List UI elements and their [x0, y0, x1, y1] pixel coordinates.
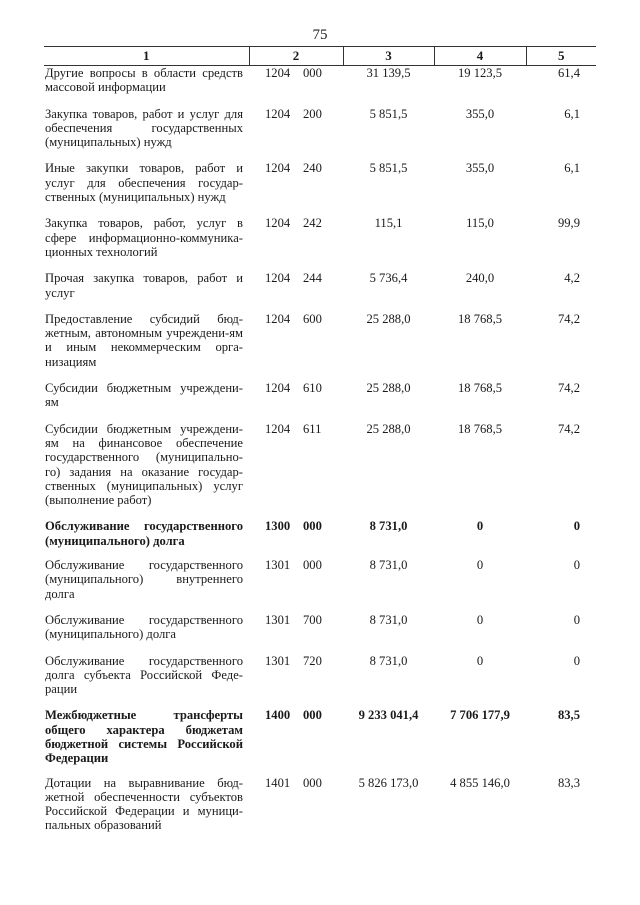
row-value-3: 5 826 173,0 [358, 775, 419, 790]
row-expense-code: 720 [303, 653, 322, 668]
row-value-4: 18 768,5 [457, 311, 503, 326]
row-code [249, 312, 343, 381]
row-value-3: 5 736,4 [369, 271, 408, 286]
row-expense-code: 610 [303, 381, 322, 396]
row-value-5: 99,9 [557, 216, 580, 231]
row-code [249, 708, 343, 775]
column-header-5: 5 [526, 47, 596, 66]
row-expense-code: 000 [303, 66, 322, 80]
table-row [44, 381, 596, 422]
row-code [249, 381, 343, 422]
column-header-3: 3 [343, 47, 434, 66]
row-code [249, 776, 343, 833]
row-value-4: 355,0 [465, 106, 495, 121]
row-name: Прочая закупка товаров, работ и услуг [45, 271, 243, 300]
table-row [44, 708, 596, 775]
row-name: Субсидии бюджетным учреждени-ям [45, 381, 243, 410]
row-value-4: 7 706 177,9 [450, 708, 510, 723]
row-value-3: 8 731,0 [369, 558, 408, 573]
header-row [44, 47, 596, 66]
row-name: Дотации на выравнивание бюд-жетной обеспеченности субъектов Российской Федерации и муници-пальных образований [45, 775, 243, 833]
row-expense-code: 244 [303, 271, 322, 286]
row-value-5: 74,2 [557, 421, 580, 436]
row-name: Обслуживание государственного (муниципального) внутреннего долга [45, 558, 243, 601]
row-code [249, 107, 343, 162]
row-code [249, 161, 343, 216]
row-value-5: 0 [573, 519, 580, 534]
page-number: 75 [312, 27, 328, 43]
row-value-5: 0 [573, 558, 580, 573]
row-value-3: 5 851,5 [369, 106, 408, 121]
row-section-code: 1204 [265, 381, 291, 396]
table-row [44, 216, 596, 271]
row-value-5: 0 [573, 612, 580, 627]
budget-table [44, 46, 596, 833]
row-expense-code: 000 [303, 558, 322, 573]
row-value-5: 74,2 [557, 311, 580, 326]
row-value-4: 4 855 146,0 [450, 775, 510, 790]
table-row [44, 422, 596, 520]
column-header-4: 4 [434, 47, 526, 66]
row-value-5: 83,5 [557, 708, 580, 723]
row-name: Предоставление субсидий бюд-жетным, автономным учреждени-ям и иным некоммерческим орга-низациям [45, 311, 243, 369]
row-value-4: 0 [476, 558, 484, 573]
row-value-4: 19 123,5 [457, 66, 503, 80]
row-section-code: 1301 [265, 612, 291, 627]
table-row [44, 271, 596, 312]
row-section-code: 1204 [265, 161, 291, 176]
row-section-code: 1204 [265, 106, 291, 121]
row-code [249, 216, 343, 271]
table-row [44, 161, 596, 216]
row-expense-code: 242 [303, 216, 322, 231]
row-value-3: 31 139,5 [366, 66, 411, 80]
row-name: Обслуживание государственного (муниципального) долга [45, 612, 243, 642]
row-value-4: 0 [476, 519, 484, 534]
row-expense-code: 240 [303, 161, 322, 176]
row-value-5: 6,1 [564, 106, 580, 121]
row-section-code: 1400 [265, 708, 291, 723]
row-value-3: 8 731,0 [369, 519, 408, 534]
row-expense-code: 000 [303, 708, 322, 723]
row-expense-code: 700 [303, 612, 322, 627]
row-value-4: 0 [476, 653, 484, 668]
row-section-code: 1301 [265, 558, 291, 573]
table-row [44, 613, 596, 654]
row-code [249, 654, 343, 709]
row-section-code: 1301 [265, 653, 291, 668]
row-value-3: 25 288,0 [366, 381, 411, 396]
row-section-code: 1204 [265, 216, 291, 231]
row-name: Обслуживание государственного долга субъекта Российской Феде-рации [45, 653, 243, 697]
row-code [249, 558, 343, 613]
table-row [44, 66, 596, 107]
row-name: Межбюджетные трансферты общего характера бюджетам бюджетной системы Российской Федерации [45, 708, 243, 766]
row-section-code: 1204 [265, 311, 291, 326]
row-value-4: 18 768,5 [457, 381, 503, 396]
row-value-3: 115,1 [374, 216, 403, 231]
table-row [44, 519, 596, 558]
row-value-4: 115,0 [466, 216, 494, 231]
row-code [249, 66, 343, 107]
row-value-4: 355,0 [465, 161, 495, 176]
row-section-code: 1401 [265, 775, 291, 790]
row-value-3: 5 851,5 [369, 161, 408, 176]
row-value-5: 6,1 [564, 161, 580, 176]
row-value-3: 25 288,0 [366, 421, 411, 436]
row-code [249, 613, 343, 654]
row-section-code: 1204 [265, 271, 291, 286]
column-header-1: 1 [44, 47, 249, 66]
row-value-3: 8 731,0 [369, 612, 408, 627]
row-value-4: 0 [476, 612, 484, 627]
row-expense-code: 200 [303, 106, 322, 121]
row-value-5: 74,2 [557, 381, 580, 396]
row-value-5: 83,3 [557, 775, 580, 790]
row-code [249, 519, 343, 558]
row-value-4: 240,0 [465, 271, 495, 286]
row-name: Обслуживание государственного (муниципального) долга [45, 519, 243, 548]
row-value-5: 4,2 [564, 271, 580, 286]
table-row [44, 776, 596, 833]
row-expense-code: 000 [303, 775, 322, 790]
row-section-code: 1204 [265, 66, 291, 80]
row-name: Закупка товаров, работ, услуг в сфере информационно-коммуника-ционных технологий [45, 216, 243, 259]
row-name: Другие вопросы в области средств массовой информации [45, 66, 243, 95]
row-code [249, 422, 343, 520]
row-value-4: 18 768,5 [457, 421, 503, 436]
table-row [44, 558, 596, 613]
row-code [249, 271, 343, 312]
row-name: Закупка товаров, работ и услуг для обеспечения государственных (муниципальных) нужд [45, 106, 243, 150]
row-expense-code: 000 [303, 519, 322, 534]
column-header-2: 2 [249, 47, 343, 66]
table-row [44, 654, 596, 709]
row-value-5: 61,4 [557, 66, 580, 80]
row-expense-code: 611 [303, 421, 322, 436]
row-section-code: 1204 [265, 421, 291, 436]
table-row [44, 107, 596, 162]
row-name: Субсидии бюджетным учреждени-ям на финансовое обеспечение государственного (муниципально-го) задания на оказание государ-ственных (муниципальных) услуг (выполнение работ) [45, 421, 243, 508]
row-value-3: 9 233 041,4 [358, 708, 419, 723]
row-value-3: 8 731,0 [369, 653, 408, 668]
table-body [44, 66, 596, 833]
row-section-code: 1300 [265, 519, 291, 534]
row-value-3: 25 288,0 [366, 311, 411, 326]
row-value-5: 0 [573, 653, 580, 668]
table-row [44, 312, 596, 381]
row-name: Иные закупки товаров, работ и услуг для обеспечения государ-ственных (муниципальных) нужд [45, 161, 243, 205]
row-expense-code: 600 [303, 311, 322, 326]
